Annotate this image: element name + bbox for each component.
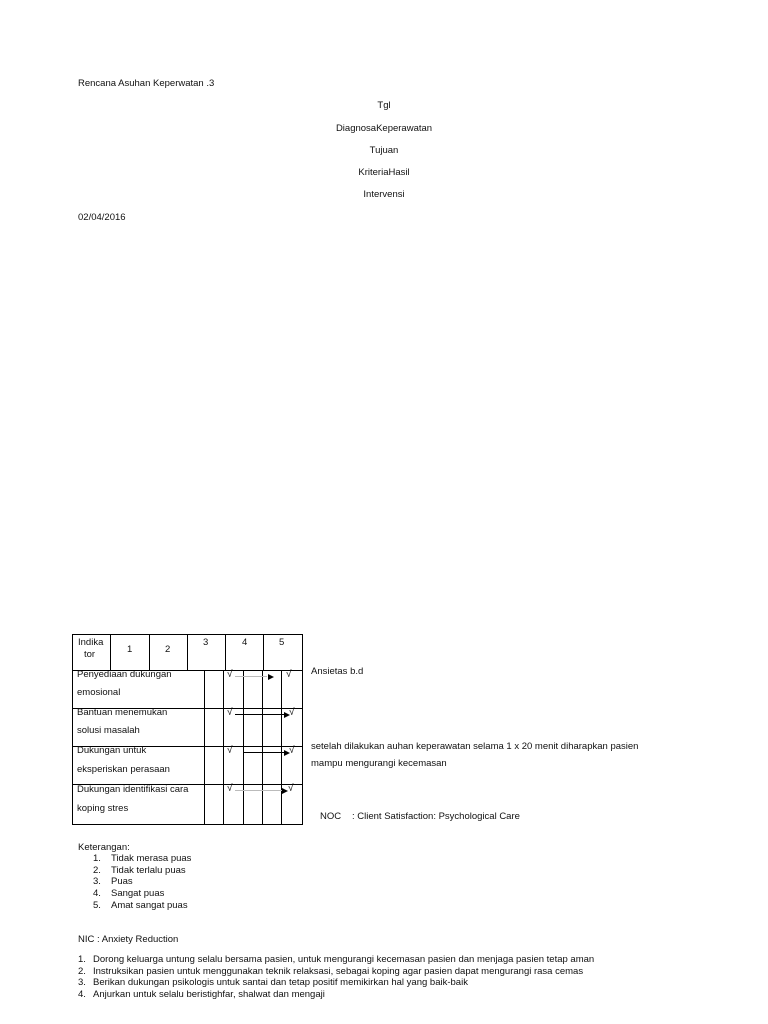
body-divider (262, 670, 263, 824)
row-2-arrow-line (235, 714, 284, 715)
row-3-arrow-line (243, 752, 284, 753)
diagnosis-text: Ansietas b.d (311, 666, 364, 677)
header-indicator-line2: tor (84, 649, 96, 660)
column-label-diagnosa: DiagnosaKeperawatan (335, 123, 433, 134)
document-title: Rencana Asuhan Keperwatan .3 (78, 78, 215, 89)
nic-item: 1. Dorong keluarga untung selalu bersama pasien, untuk mengurangi kecemasan pasien dan menjaga pasien tetap aman (78, 954, 595, 965)
indicator-row-3-line2: eksperiskan perasaan (77, 764, 170, 775)
row-3-start-check: √ (227, 745, 233, 756)
legend-item: 5. Amat sangat puas (93, 899, 188, 911)
legend-item: 2. Tidak terlalu puas (93, 864, 186, 876)
column-label-intervensi: Intervensi (363, 189, 405, 200)
indicator-row-1-line1: Penyediaan dukungan (77, 669, 172, 680)
goal-line-1: setelah dilakukan auhan keperawatan selama 1 x 20 menit diharapkan pasien (311, 741, 639, 752)
column-label-tgl: Tgl (377, 100, 391, 111)
document-date: 02/04/2016 (78, 212, 126, 223)
scale-label-4: 4 (242, 637, 248, 648)
scale-label-3: 3 (203, 637, 209, 648)
column-label-kriteria: KriteriaHasil (358, 167, 410, 178)
nic-item: 4. Anjurkan untuk selalu beristighfar, shalwat dan mengaji (78, 988, 325, 1000)
nic-item: 2. Instruksikan pasien untuk menggunakan teknik relaksasi, sebagai koping agar pasien dapat mengurangi rasa cemas (78, 965, 584, 977)
legend-title: Keterangan: (78, 842, 130, 853)
row-2-end-check: √ (289, 707, 295, 718)
body-divider (223, 670, 224, 824)
legend-list (93, 853, 191, 912)
noc-value: : Client Satisfaction: Psychological Care (352, 811, 520, 822)
scale-label-5: 5 (279, 637, 285, 648)
indicator-row-3-line1: Dukungan untuk (77, 745, 147, 756)
header-divider (225, 634, 226, 670)
row-2-start-check: √ (227, 707, 233, 718)
indicator-row-4-line1: Dukungan identifikasi cara (77, 784, 189, 795)
scale-label-2: 2 (165, 644, 171, 655)
indicator-row-1-line2: emosional (77, 687, 121, 698)
row-3-end-check: √ (289, 745, 295, 756)
indicator-row-4-line2: koping stres (77, 803, 129, 814)
indicator-table (72, 634, 302, 824)
indicator-row-2-line1: Bantuan menemukan (77, 707, 168, 718)
header-divider (149, 634, 150, 670)
indicator-row-2-line2: solusi masalah (77, 725, 140, 736)
row-1-start-check: √ (227, 669, 233, 680)
row-4-end-check: √ (288, 783, 294, 794)
nic-list (78, 954, 594, 1000)
row-1-arrow-line (235, 676, 267, 677)
legend-item: 3. Puas (93, 876, 133, 888)
goal-line-2: mampu mengurangi kecemasan (311, 758, 447, 769)
legend-item: 1. Tidak merasa puas (93, 853, 192, 864)
nic-item: 3. Berikan dukungan psikologis untuk santai dan tetap positif memikirkan hal yang baik-baik (78, 977, 468, 988)
noc-label: NOC (320, 811, 342, 822)
body-divider (281, 670, 282, 824)
header-divider (187, 634, 188, 670)
body-divider (243, 670, 244, 824)
body-divider (204, 670, 205, 824)
row-4-arrow-line (235, 790, 282, 791)
nic-title: NIC : Anxiety Reduction (78, 934, 179, 945)
header-indicator-line1: Indika (78, 637, 104, 648)
legend-item: 4. Sangat puas (93, 888, 165, 900)
row-1-end-check: √ (286, 669, 292, 680)
column-label-tujuan: Tujuan (369, 145, 399, 156)
scale-label-1: 1 (127, 644, 133, 655)
header-divider (110, 634, 111, 670)
row-1-arrowhead (268, 674, 274, 680)
row-4-start-check: √ (227, 783, 233, 794)
header-divider (263, 634, 264, 670)
